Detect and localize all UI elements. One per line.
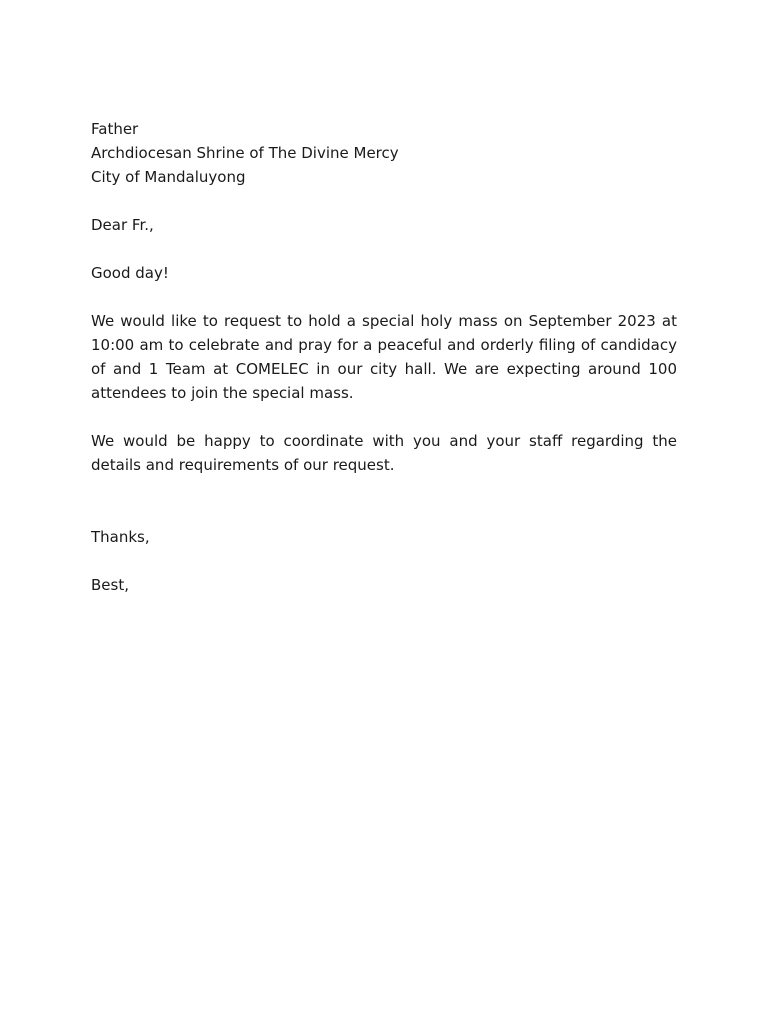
closing-best: Best, [91, 576, 129, 594]
letter-body [91, 117, 677, 597]
body-paragraph-request: We would like to request to hold a special holy mass on September 2023 at 10:00 am to celebrate and pray for a peaceful and orderly filing of candidacy of and 1 Team at COMELEC in our city hall. We are expecting around 100 attendees to join the special mass. [91, 312, 677, 402]
recipient-title: Father [91, 120, 139, 138]
body-paragraph-coordination: We would be happy to coordinate with you and your staff regarding the details and requirements of our request. [91, 432, 677, 474]
closing-thanks: Thanks, [91, 528, 150, 546]
salutation: Dear Fr., [91, 216, 154, 234]
recipient-city: City of Mandaluyong [91, 168, 246, 186]
greeting: Good day! [91, 264, 169, 282]
recipient-block [91, 117, 677, 189]
recipient-organization: Archdiocesan Shrine of The Divine Mercy [91, 144, 399, 162]
